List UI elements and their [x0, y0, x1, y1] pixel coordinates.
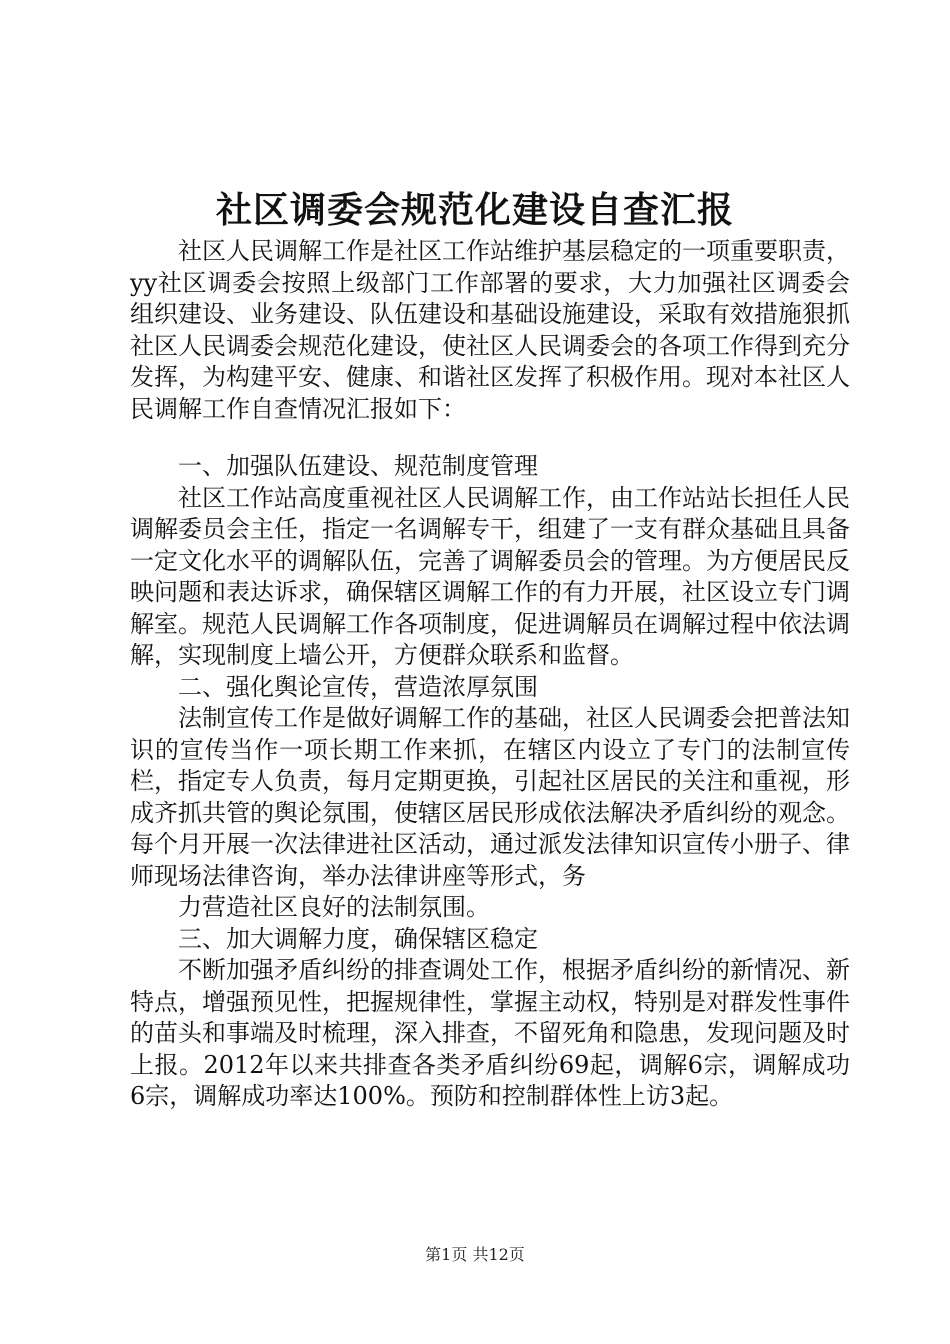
- section-1-paragraph: 社区工作站高度重视社区人民调解工作，由工作站站长担任人民调解委员会主任，指定一名调解专干，组建了一支有群众基础且具备一定文化水平的调解队伍，完善了调解委员会的管理。为方便居民反映问题和表达诉求，确保辖区调解工作的有力开展，社区设立专门调解室。规范人民调解工作各项制度，促进调解员在调解过程中依法调解，实现制度上墙公开，方便群众联系和监督。: [130, 483, 850, 669]
- document-title: 社区调委会规范化建设自查汇报: [215, 189, 734, 231]
- paragraph-gap: [130, 425, 850, 451]
- section-3-paragraph: 不断加强矛盾纠纷的排查调处工作，根据矛盾纠纷的新情况、新特点，增强预见性，把握规律性，掌握主动权，特别是对群发性事件的苗头和事端及时梳理，深入排查，不留死角和隐患，发现问题及时上报。2012年以来共排查各类矛盾纠纷69起，调解6宗，调解成功6宗，调解成功率达100%。预防和控制群体性上访3起。: [130, 956, 850, 1110]
- document-body: [130, 236, 850, 1113]
- section-2-paragraph-continued: 力营造社区良好的法制氛围。: [178, 893, 490, 921]
- page-footer: 第1页 共12页: [425, 1245, 525, 1264]
- section-1-heading: 一、加强队伍建设、规范制度管理: [178, 452, 538, 480]
- section-3-heading: 三、加大调解力度，确保辖区稳定: [178, 924, 538, 953]
- intro-paragraph: 社区人民调解工作是社区工作站维护基层稳定的一项重要职责，yy社区调委会按照上级部门工作部署的要求，大力加强社区调委会组织建设、业务建设、队伍建设和基础设施建设，采取有效措施狠抓社区人民调委会规范化建设，使社区人民调委会的各项工作得到充分发挥，为构建平安、健康、和谐社区发挥了积极作用。现对本社区人民调解工作自查情况汇报如下：: [130, 237, 850, 423]
- section-2-paragraph: 法制宣传工作是做好调解工作的基础，社区人民调委会把普法知识的宣传当作一项长期工作来抓，在辖区内设立了专门的法制宣传栏，指定专人负责，每月定期更换，引起社区居民的关注和重视，形成齐抓共管的舆论氛围，使辖区居民形成依法解决矛盾纠纷的观念。每个月开展一次法律进社区活动，通过派发法律知识宣传小册子、律师现场法律咨询，举办法律讲座等形式，务: [130, 704, 850, 890]
- section-2-heading: 二、强化舆论宣传，营造浓厚氛围: [178, 672, 538, 701]
